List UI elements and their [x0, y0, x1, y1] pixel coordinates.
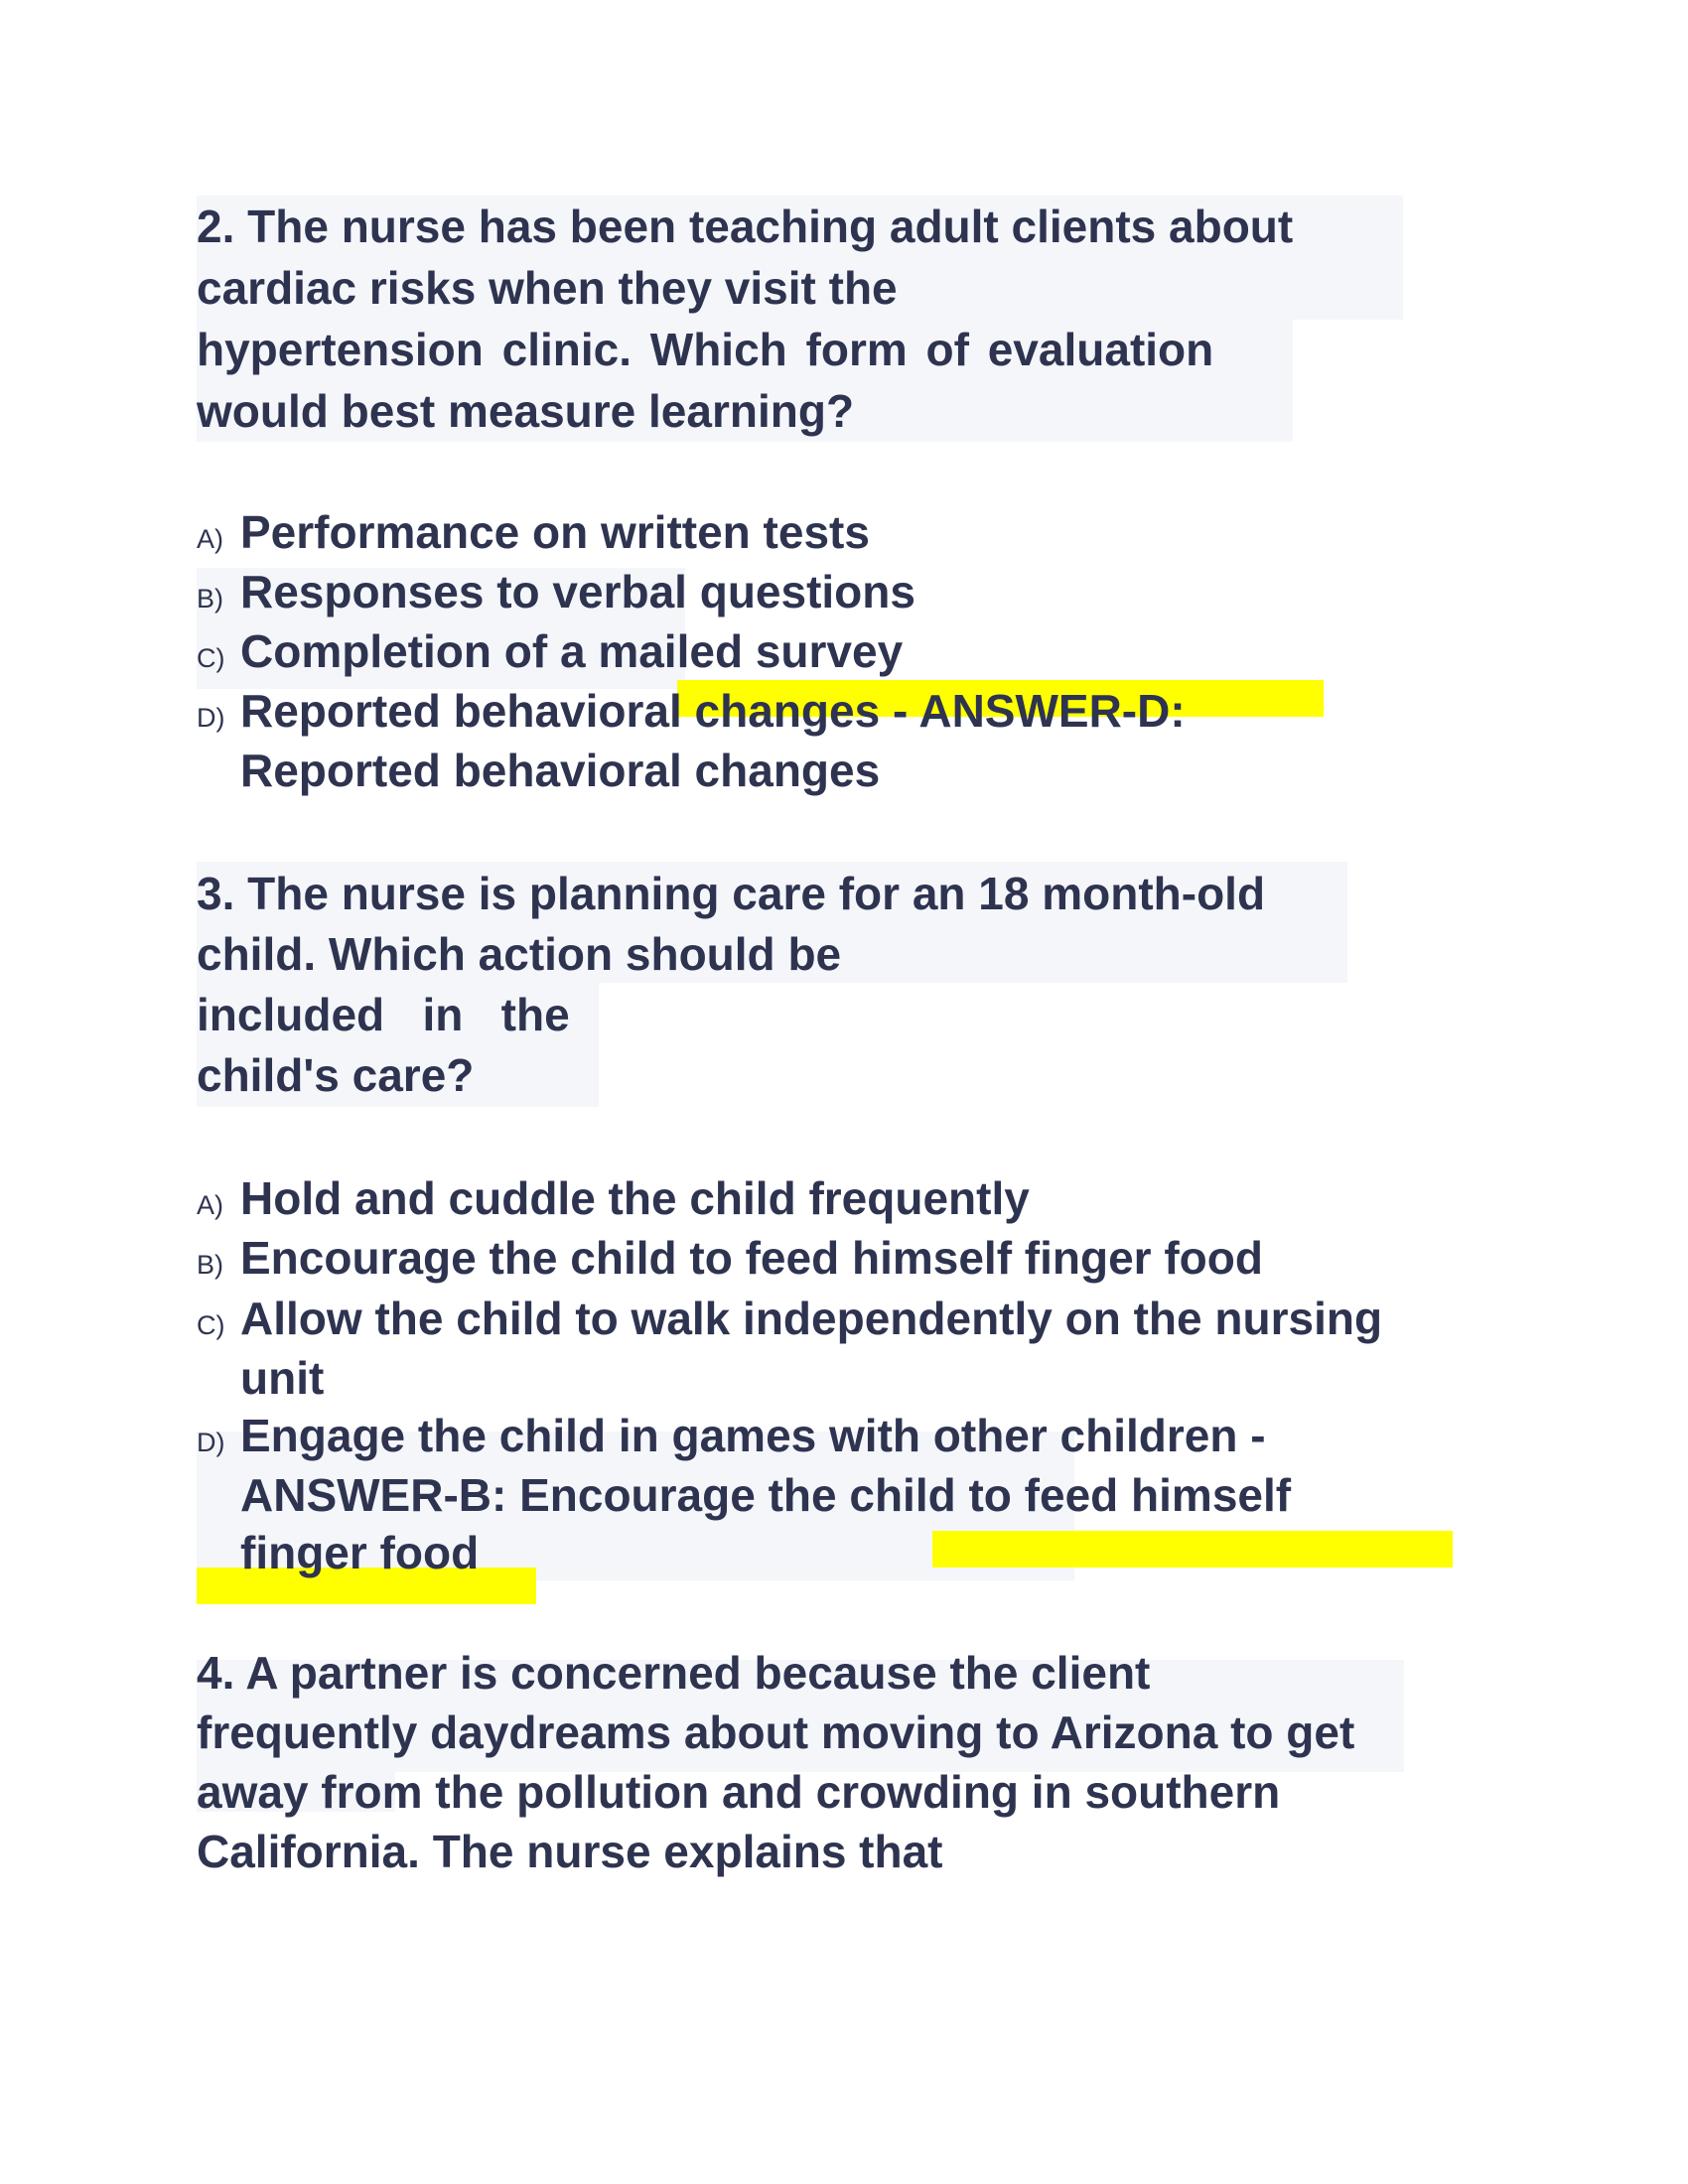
- option-text: Reported behavioral changes - ANSWER-D:: [240, 685, 1186, 737]
- question-2-line: cardiac risks when they visit the: [197, 262, 898, 314]
- q2-option-c: [197, 623, 903, 686]
- question-4-line: California. The nurse explains that: [197, 1826, 943, 1877]
- option-label: D): [197, 703, 225, 733]
- option-label: C): [197, 1310, 225, 1340]
- question-2-line: 2. The nurse has been teaching adult clients about: [197, 201, 1294, 252]
- q3-option-b: [197, 1230, 1263, 1293]
- q2-answer-text: Reported behavioral changes: [240, 745, 881, 796]
- question-3-line: child. Which action should be: [197, 928, 842, 980]
- question-4-line: away from the pollution and crowding in southern: [197, 1766, 1281, 1818]
- q3-option-c-cont: unit: [240, 1352, 325, 1404]
- option-label: C): [197, 643, 225, 673]
- option-text: Responses to verbal questions: [240, 566, 915, 617]
- option-text: Allow the child to walk independently on the nursing: [240, 1293, 1383, 1344]
- question-2-line: would best measure learning?: [197, 385, 855, 437]
- question-3-line: included in the: [197, 989, 570, 1040]
- q2-option-b: [197, 564, 915, 626]
- option-text: Hold and cuddle the child frequently: [240, 1172, 1030, 1224]
- answer-highlight: [932, 1531, 1453, 1568]
- question-3-line: child's care?: [197, 1049, 475, 1101]
- q2-option-a: [197, 504, 870, 567]
- option-text: Completion of a mailed survey: [240, 625, 904, 677]
- question-4-line: 4. A partner is concerned because the client: [197, 1647, 1151, 1699]
- q3-option-c: [197, 1291, 1382, 1353]
- question-2-line: hypertension clinic. Which form of evaluation: [197, 324, 1214, 375]
- option-label: B): [197, 1250, 223, 1280]
- q3-option-a: [197, 1170, 1030, 1233]
- option-label: A): [197, 524, 223, 554]
- q3-answer-text: ANSWER-B: Encourage the child to feed himself: [240, 1469, 1292, 1521]
- option-text: Performance on written tests: [240, 506, 870, 558]
- option-label: A): [197, 1190, 223, 1220]
- option-text: Engage the child in games with other children -: [240, 1410, 1266, 1461]
- q2-option-d: [197, 683, 1186, 746]
- option-label: D): [197, 1428, 225, 1457]
- question-3-line: 3. The nurse is planning care for an 18 month-old: [197, 868, 1266, 919]
- option-text: Encourage the child to feed himself finger food: [240, 1232, 1263, 1284]
- q3-answer-text: finger food: [240, 1527, 480, 1578]
- q3-option-d: [197, 1408, 1266, 1470]
- option-label: B): [197, 584, 223, 614]
- question-4-line: frequently daydreams about moving to Arizona to get: [197, 1706, 1355, 1758]
